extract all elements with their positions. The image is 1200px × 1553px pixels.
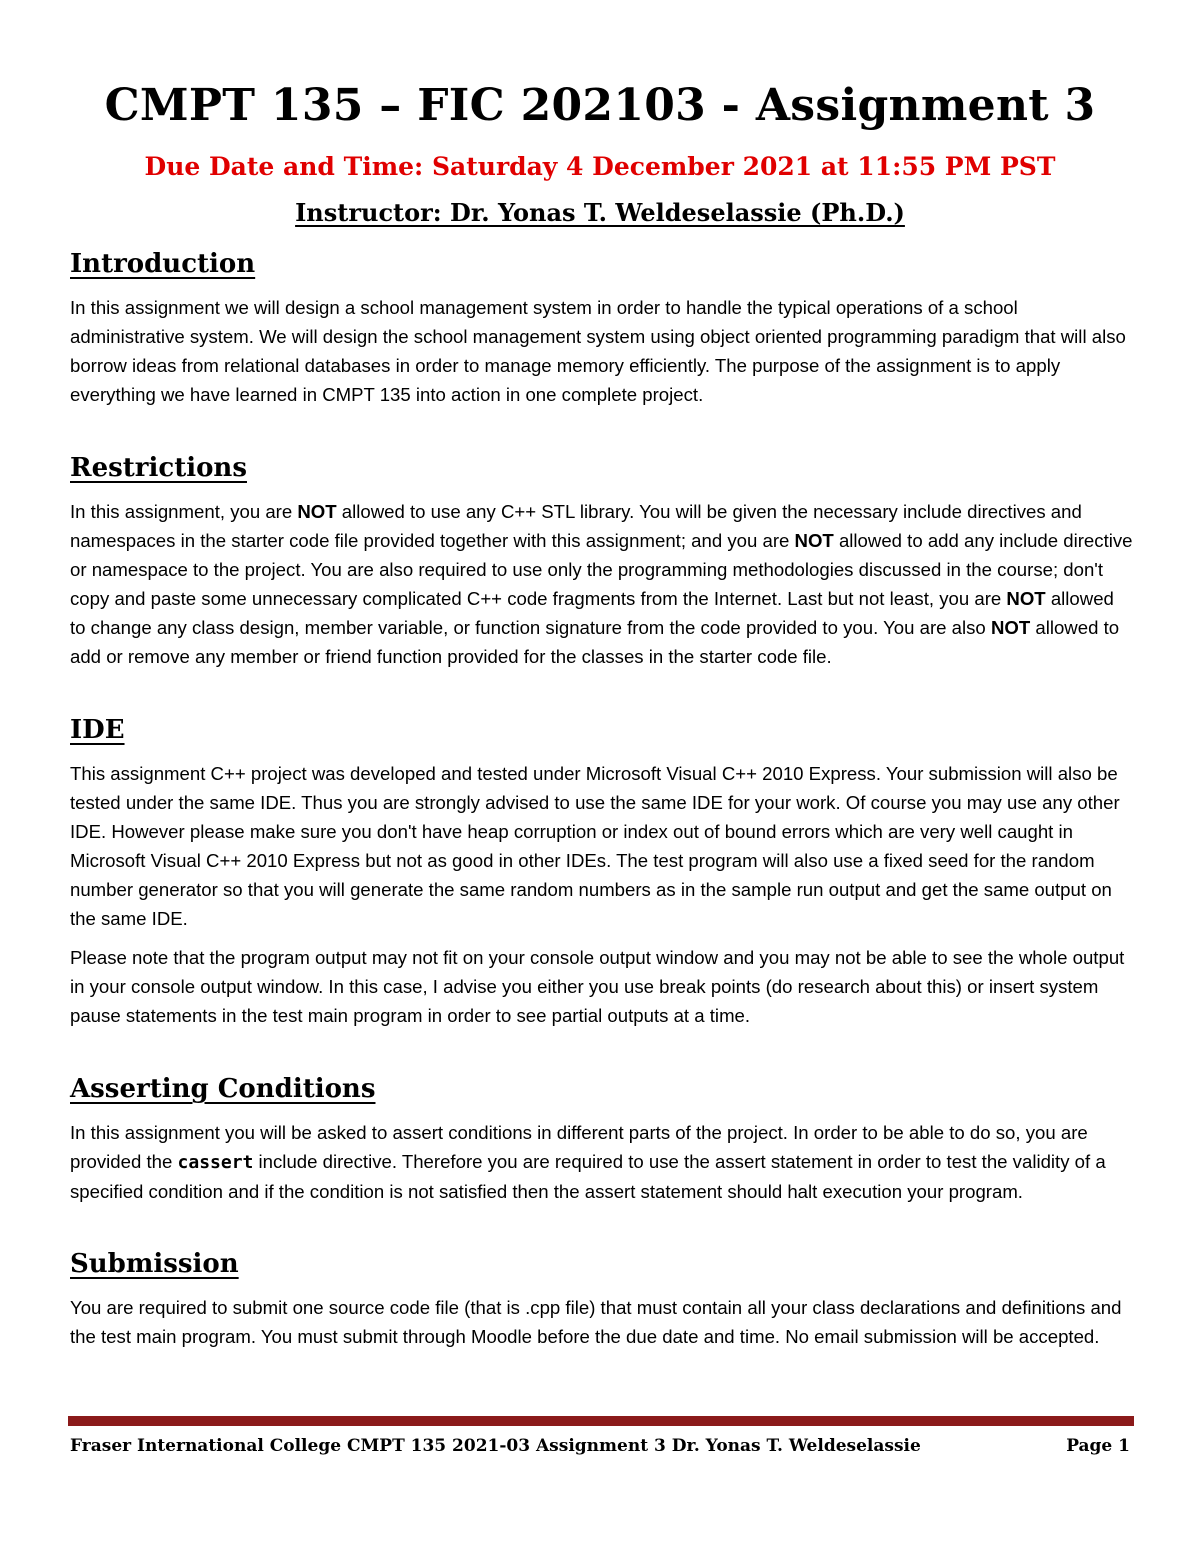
asserting-heading: Asserting Conditions [70, 1074, 376, 1104]
introduction-heading: Introduction [70, 249, 256, 279]
ide-heading: IDE [70, 715, 125, 745]
ide-paragraph-2: Please note that the program output may not fit on your console output window and you may not be able to see the whole output in your console output window. In this case, I advise you either you use break points (do research about this) or insert system pause statements in the test main program in order to see partial outputs at a time. [70, 947, 1125, 1026]
submission-heading: Submission [70, 1249, 239, 1279]
restrictions-text: In this assignment, you are NOT allowed to use any C++ STL library. You will be given the necessary include directives and namespaces in the starter code file provided together with this assignment; and you are NOT allowed to add any include directive or namespace to the project. You are also required to use only the programming methodologies discussed in the course; don't copy and paste some unnecessary complicated C++ code fragments from the Internet. Last but not least, you are NOT allowed to change any class design, member variable, or function signature from the code provided to you. You are also NOT allowed to add or remove any member or friend function provided for the classes in the starter code file. [70, 501, 1133, 667]
page-title: CMPT 135 – FIC 202103 - Assignment 3 [104, 80, 1096, 131]
footer-divider [68, 1416, 1134, 1426]
asserting-text: In this assignment you will be asked to assert conditions in different parts of the project. In order to be able to do so, you are provided the cassert include directive. Therefore you are required to use the assert statement in order to test the validity of a specified condition and if the condition is not satisfied then the assert statement should halt execution your program. [70, 1122, 1106, 1202]
restrictions-heading: Restrictions [70, 453, 247, 483]
footer-text: Fraser International College CMPT 135 2021-03 Assignment 3 Dr. Yonas T. Weldeselassie [70, 1436, 921, 1456]
due-date: Due Date and Time: Saturday 4 December 2021 at 11:55 PM PST [144, 152, 1056, 181]
ide-paragraph-1: This assignment C++ project was developed and tested under Microsoft Visual C++ 2010 Express. Your submission will also be tested under the same IDE. Thus you are strongly advised to use the same IDE for your work. Of course you may use any other IDE. However please make sure you don't have heap corruption or index out of bound errors which are very well caught in Microsoft Visual C++ 2010 Express but not as good in other IDEs. The test program will also use a fixed seed for the random number generator so that you will generate the same random numbers as in the sample run output and get the same output on the same IDE. [70, 763, 1120, 929]
instructor-line: Instructor: Dr. Yonas T. Weldeselassie (Ph.D.) [295, 198, 905, 227]
introduction-text: In this assignment we will design a school management system in order to handle the typical operations of a school administrative system. We will design the school management system using object oriented programming paradigm that will also borrow ideas from relational databases in order to manage memory efficiently. The purpose of the assignment is to apply everything we have learned in CMPT 135 into action in one complete project. [70, 297, 1126, 405]
page-number: Page 1 [1066, 1436, 1130, 1456]
cassert-code: cassert [177, 1152, 254, 1173]
submission-text: You are required to submit one source code file (that is .cpp file) that must contain all your class declarations and definitions and the test main program. You must submit through Moodle before the due date and time. No email submission will be accepted. [70, 1297, 1122, 1347]
